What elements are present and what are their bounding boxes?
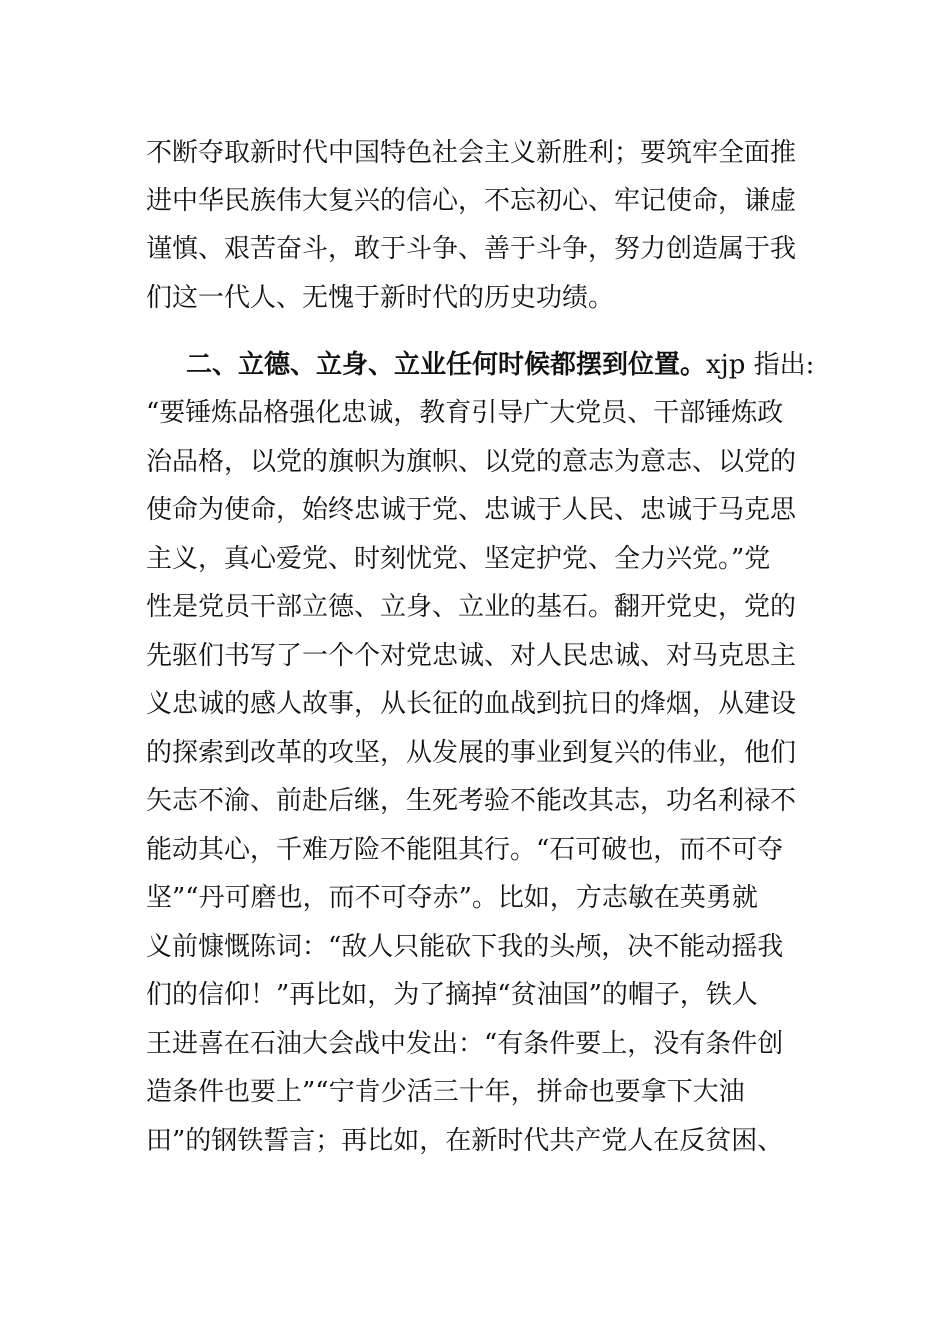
section-heading-tail: xjp 指出: xyxy=(706,350,815,380)
paragraph-2-line-13: 们的信仰！”再比如，为了摘掉“贫油国”的帽子，铁人 xyxy=(146,980,758,1010)
paragraph-2-line-7: 义忠诚的感人故事，从长征的血战到抗日的烽烟，从建设 xyxy=(146,689,797,719)
paragraph-2-line-14: 王进喜在石油大会战中发出：“有条件要上，没有条件创 xyxy=(146,1029,784,1059)
paragraph-1-line-1: 不断夺取新时代中国特色社会主义新胜利；要筑牢全面推 xyxy=(146,138,797,168)
paragraph-1-line-4: 们这一代人、无愧于新时代的历史功绩。 xyxy=(146,283,615,313)
paragraph-2-line-9: 矢志不渝、前赴后继，生死考验不能改其志，功名利禄不 xyxy=(146,786,797,816)
paragraph-2-line-1: “要锤炼品格强化忠诚，教育引导广大党员、干部锤炼政 xyxy=(146,398,784,428)
paragraph-2-line-6: 先驱们书写了一个个对党忠诚、对人民忠诚、对马克思主 xyxy=(146,641,797,671)
paragraph-1-line-3: 谨慎、艰苦奋斗，敢于斗争、善于斗争，努力创造属于我 xyxy=(146,234,797,264)
paragraph-1-line-2: 进中华民族伟大复兴的信心，不忘初心、牢记使命，谦虚 xyxy=(146,186,797,216)
paragraph-2-line-11: 坚”“丹可磨也，而不可夺赤”。比如，方志敏在英勇就 xyxy=(146,883,758,913)
paragraph-2-line-2: 治品格，以党的旗帜为旗帜、以党的意志为意志、以党的 xyxy=(146,447,797,477)
paragraph-2-line-12: 义前慷慨陈词：“敌人只能砍下我的头颅，决不能动摇我 xyxy=(146,932,784,962)
paragraph-2-line-15: 造条件也要上”“宁肯少活三十年，拼命也要拿下大油 xyxy=(146,1077,745,1107)
paragraph-2-line-4: 主义，真心爱党、时刻忧党、坚定护党、全力兴党。”党 xyxy=(146,544,771,574)
paragraph-2-line-5: 性是党员干部立德、立身、立业的基石。翻开党史，党的 xyxy=(146,592,797,622)
section-heading-line xyxy=(186,350,814,380)
section-heading: 二、立德、立身、立业任何时候都摆到位置。 xyxy=(186,350,707,380)
paragraph-2-line-8: 的探索到改革的攻坚，从发展的事业到复兴的伟业，他们 xyxy=(146,738,797,768)
paragraph-2-line-10: 能动其心，千难万险不能阻其行。“石可破也，而不可夺 xyxy=(146,835,784,865)
paragraph-2-line-16: 田”的钢铁誓言；再比如，在新时代共产党人在反贫困、 xyxy=(146,1126,784,1156)
paragraph-2-line-3: 使命为使命，始终忠诚于党、忠诚于人民、忠诚于马克思 xyxy=(146,495,797,525)
